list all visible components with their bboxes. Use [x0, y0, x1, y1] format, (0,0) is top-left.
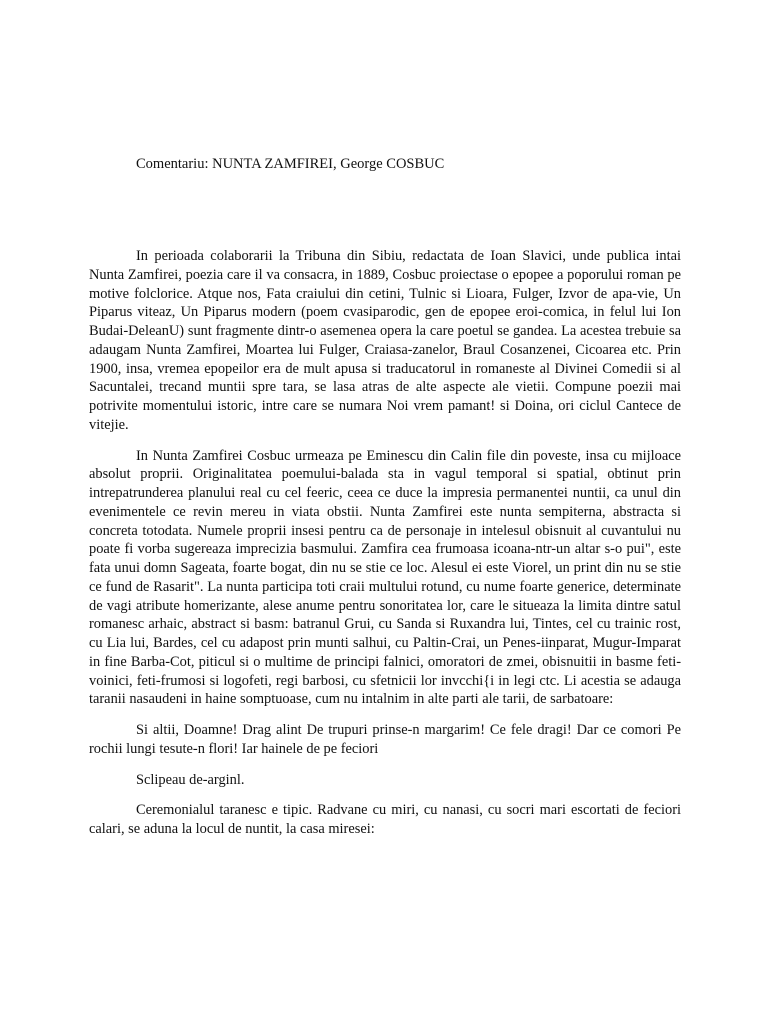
document-title: Comentariu: NUNTA ZAMFIREI, George COSBUC — [136, 156, 445, 172]
paragraph-4-verse: Sclipeau de-arginl. — [136, 771, 245, 788]
document-body — [89, 247, 681, 851]
paragraph-5: Ceremonialul taranesc e tipic. Radvane cu miri, cu nanasi, cu socri mari escortati de feciori calari, se aduna la locul de nuntit, la casa miresei: — [89, 802, 681, 837]
paragraph-2: In Nunta Zamfirei Cosbuc urmeaza pe Eminescu din Calin file din poveste, insa cu mijloace absolut proprii. Originalitatea poemului-balada sta in vagul temporal si spatial, obtinut prin intrepatrunderea planului real cu cel feeric, ceea ce duce la impresia permanentei nuntii, ca unul din evenimentele ce revin mereu in viata obstii. Nunta Zamfirei este nunta sempiterna, abstracta si concreta totodata. Numele proprii insesi pentru ca de personaje in intelesul obisnuit al cuvantului nu poate fi vorba sugereaza imprecizia basmului. Zamfira cea frumoasa icoana-ntr-un altar s-o pui", este fata unui domn Sageata, foarte bogat, din nu se stie ce loc. Alesul ei este Viorel, un print din nu se stie ce fund de Rasarit". La nunta participa toti craii multului rotund, cu nume foarte generice, determinate de vagi atribute homerizante, alese anume pentru sonoritatea lor, care le situeaza la limita dintre satul romanesc arhaic, abstract si basm: batranul Grui, cu Sanda si Ruxandra lui, Tintes, cel cu trainic rost, cu Lia lui, Bardes, cel cu adapost prin munti salhui, cu Paltin-Crai, un Penes-iinparat, Mugur-Imparat in fine Barba-Cot, piticul si o multime de principi falnici, omoratori de zmei, obisnuitii in basme feti-voinici, feti-frumosi si logofeti, regi barbosi, cu sfetnicii lor invcchi{i in legi ctc. Li acestia se adauga taranii nasaudeni in haine somptuoase, cum nu intalnim in alte parti ale tarii, de sarbatoare: — [89, 447, 681, 708]
paragraph-3-verse: Si altii, Doamne! Drag alint De trupuri prinse-n margarim! Ce fele dragi! Dar ce comori Pe rochii lungi tesute-n flori! Iar hainele de pe feciori — [89, 722, 681, 757]
paragraph-1: In perioada colaborarii la Tribuna din Sibiu, redactata de Ioan Slavici, unde publica intai Nunta Zamfirei, poezia care il va consacra, in 1889, Cosbuc proiectase o epopee a poporului roman pe motive folclorice. Atque nos, Fata craiului din cetini, Tulnic si Lioara, Fulger, Izvor de apa-vie, Un Piparus viteaz, Un Piparus modern (poem cvasiparodic, gen de epopee eroi-comica, in felul lui Ion Budai-DeleanU) sunt fragmente dintr-o asemenea opera la care poetul se gandea. La acestea trebuie sa adaugam Nunta Zamfirei, Moartea lui Fulger, Craiasa-zanelor, Braul Cosanzenei, Cicoarea etc. Prin 1900, insa, vremea epopeilor era de mult apusa si traducatorul in romaneste al Divinei Comedii si al Sacuntalei, trecand muntii spre tara, se lasa atras de alte aspecte ale vietii. Compune poezii mai potrivite momentului istoric, intre care se numara Noi vrem pamant! si Doina, ori ciclul Cantece de vitejie. — [89, 248, 681, 433]
